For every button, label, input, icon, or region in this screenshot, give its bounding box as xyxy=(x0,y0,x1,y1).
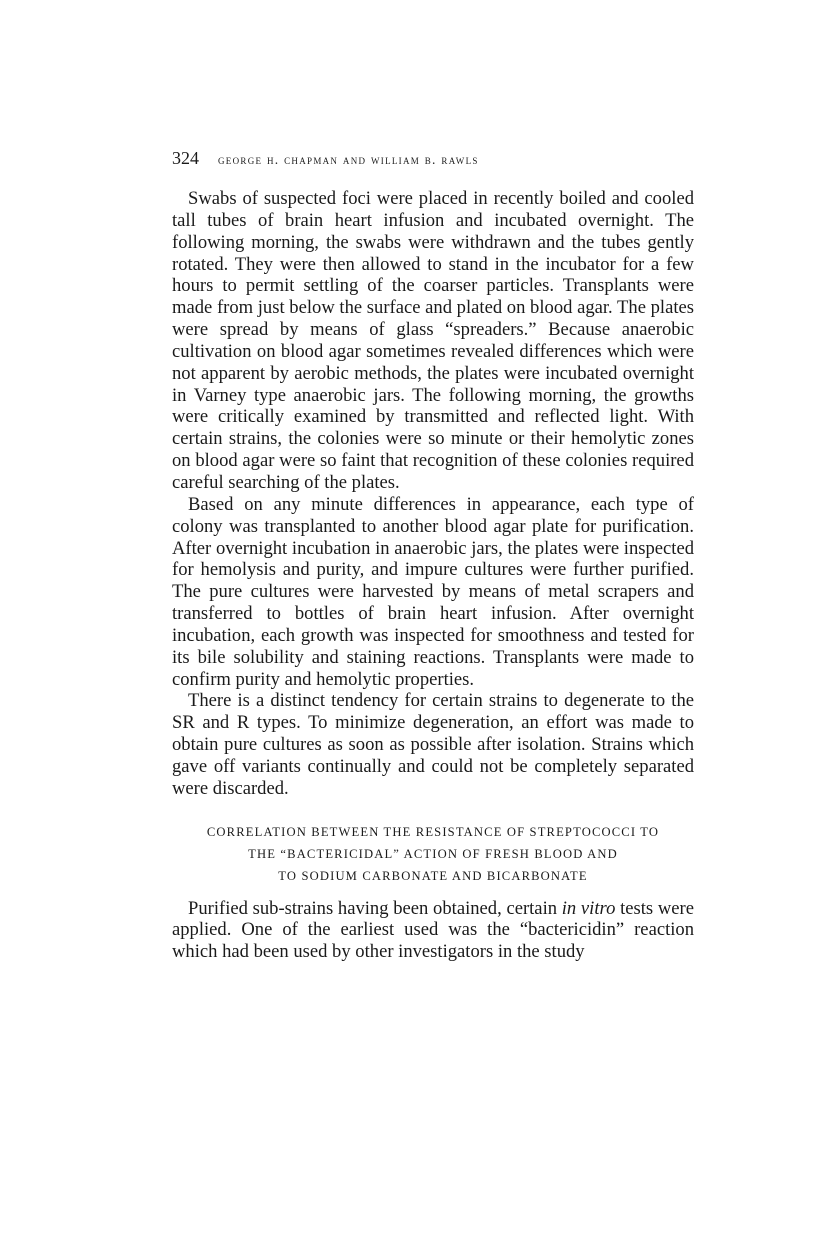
paragraph-2: Based on any minute differences in appearance, each type of colony was transplanted to another blood agar plate for purification. After overnight incubation in anaerobic jars, the plates were inspected for hemolysis and purity, and impure cultures were further purified. The pure cultures were harvested by means of metal scrapers and transferred to bottles of brain heart infusion. After overnight incubation, each growth was inspected for smoothness and tested for its bile solubility and staining reactions. Transplants were made to confirm purity and hemolytic properties. xyxy=(172,493,694,690)
section-heading-line-1: CORRELATION BETWEEN THE RESISTANCE OF STREPTOCOCCI TO xyxy=(206,824,660,839)
running-head xyxy=(172,148,694,174)
paragraph-4-italic: in vitro xyxy=(561,897,616,919)
page-number: 324 xyxy=(172,148,199,168)
paragraph-3: There is a distinct tendency for certain strains to degenerate to the SR and R types. To minimize degeneration, an effort was made to obtain pure cultures as soon as possible after isolation. Strains which gave off variants continually and could not be completely separated were discarded. xyxy=(172,690,694,799)
section-heading-line-3: TO SODIUM CARBONATE AND BICARBONATE xyxy=(278,868,588,883)
paragraph-4 xyxy=(172,898,694,964)
section-heading xyxy=(172,821,694,887)
page-content xyxy=(172,148,694,963)
paragraph-4-end: tests were applied. One of the earliest used was the “bactericidin” reaction which had been used by other investigators in the study xyxy=(172,897,694,963)
paragraph-1: Swabs of suspected foci were placed in recently boiled and cooled tall tubes of brain heart infusion and incubated overnight. The following morning, the swabs were withdrawn and the tubes gently rotated. They were then allowed to stand in the incubator for a few hours to permit settling of the coarser particles. Transplants were made from just below the surface and plated on blood agar. The plates were spread by means of glass “spreaders.” Because anaerobic cultivation on blood agar sometimes revealed differences which were not apparent by aerobic methods, the plates were incubated overnight in Varney type anaerobic jars. The following morning, the growths were critically examined by transmitted and reflected light. With certain strains, the colonies were so minute or their hemolytic zones on blood agar were so faint that recognition of these colonies required careful searching of the plates. xyxy=(172,188,694,493)
section-heading-line-2: THE “BACTERICIDAL” ACTION OF FRESH BLOOD AND xyxy=(248,846,618,861)
running-title: george h. chapman and william b. rawls xyxy=(218,152,479,167)
paragraph-4-start: Purified sub-strains having been obtained, certain xyxy=(188,897,562,919)
